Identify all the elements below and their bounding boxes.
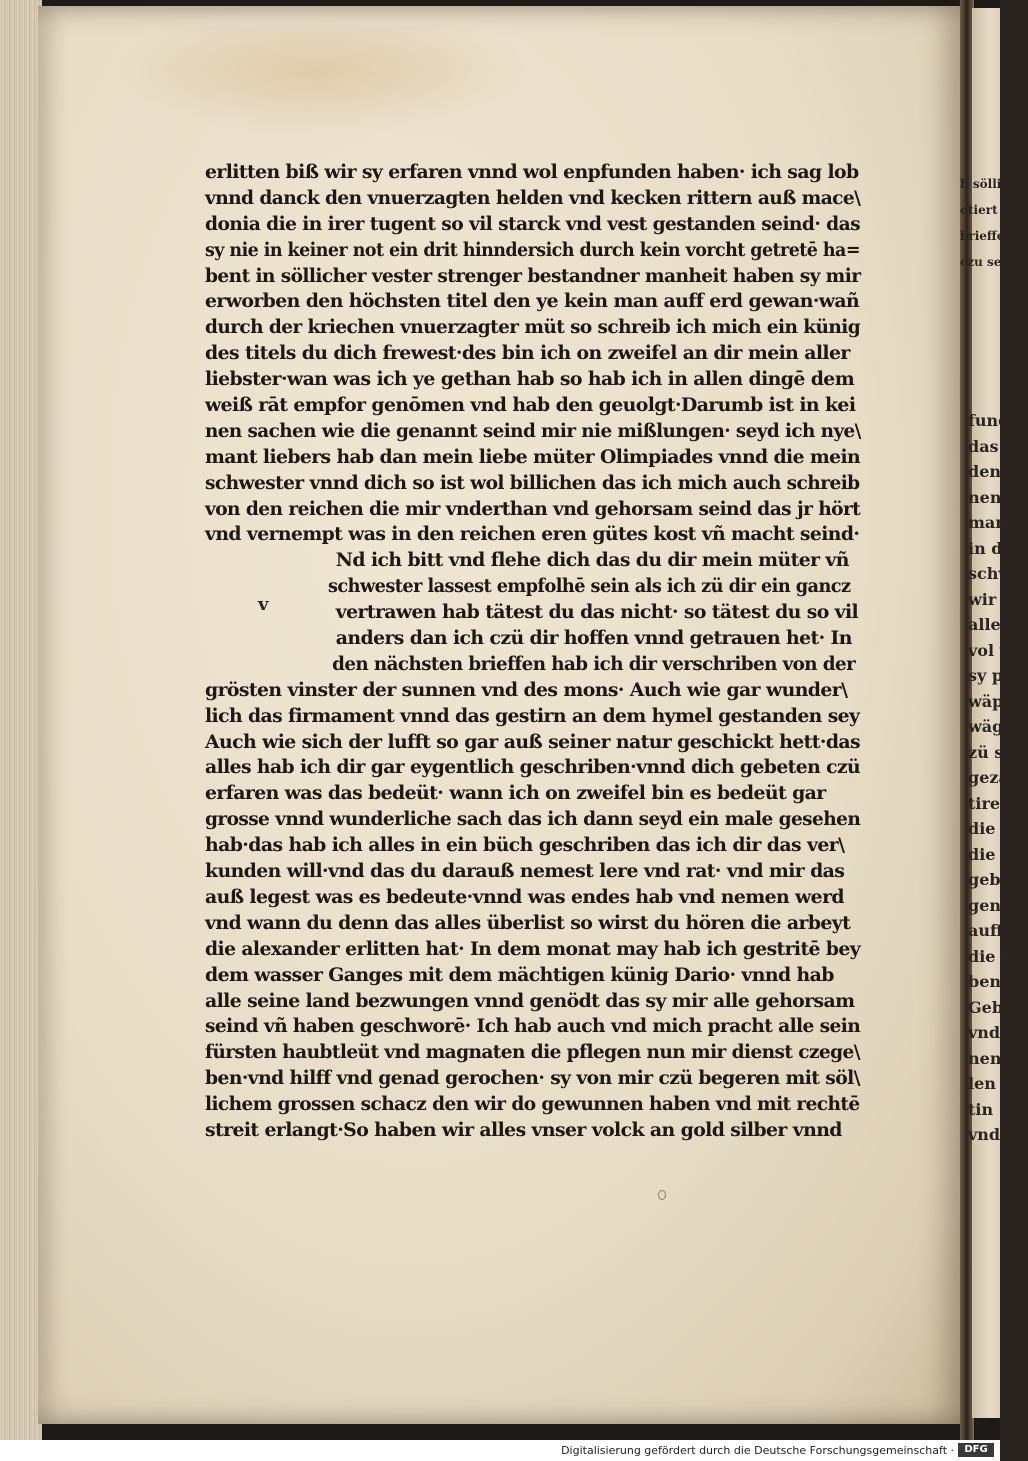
right-page-fragment: vol w [968,640,1014,660]
right-page-fragment: vnd [968,1023,1001,1042]
right-page-fragment: otiert [960,203,998,217]
right-page-fragment: zü st [968,742,1011,762]
text-line: vnnd danck den vnuerzagten helden vnd kecken rittern auß mace\ [205,186,861,209]
text-line: lich das firmament vnnd das gestirn an dem hymel gestanden sey [205,704,860,727]
text-line: schwester lassest empfolhē sein als ich zü dir ein gancz [328,575,851,598]
main-text-block [205,160,865,1144]
text-line: bent in söllicher vester strenger bestandner manheit haben sy mir [205,264,861,287]
right-page-fragment: mant [968,513,1015,532]
right-page-fragment: brieffen [960,229,1014,243]
text-line: kunden will·vnd das du darauß nemest lere vnd rat· vnd mir das [205,860,845,883]
text-line: mant liebers hab dan mein liebe müter Olimpiades vnnd die mein [205,445,861,468]
text-line: schwester vnnd dich so ist wol billichen das ich mich auch schreib [205,471,860,494]
text-line: durch der kriechen vnuerzagter müt so schreib ich mich ein künig [205,316,861,339]
text-line: nen sachen wie die genannt seind mir nie mißlungen· seyd ich nye\ [205,419,861,442]
right-page-edge [960,8,1027,1418]
right-page-fragment: nen so [968,487,1027,507]
text-line: sy nie in keiner not ein drit hinndersich durch kein vorcht getretē ha= [205,238,860,261]
right-page-fragment: gebe [968,870,1011,889]
text-line: erworben den höchsten titel den ye kein man auff erd gewan·wañ [205,290,860,313]
text-line: alles hab ich dir gar eygentlich geschriben·vnnd dich gebeten czü [205,756,861,779]
right-page-fragment: gen [968,895,1001,915]
text-line: streit erlangt·So haben wir alles vnser volck an gold silber vnnd [205,1118,842,1141]
right-page-fragment: aller [968,615,1010,634]
text-line: grösten vinster der sunnen vnd des mons· Auch wie gar wunder\ [205,678,848,701]
text-line: die alexander erlitten hat· In dem monat may hab ich gestritē bey [205,937,861,960]
footer-bar [0,1440,1000,1461]
right-page-fragment: nen [968,1048,1002,1068]
right-page-fragment: czu sey [960,255,1009,269]
right-page-fragment: tiren [968,793,1012,813]
text-line: Nd ich bitt vnd flehe dich das du dir mein müter vñ [335,549,849,572]
right-page-fragment: ben n [968,972,1019,991]
right-page-fragment: schwe [968,564,1023,583]
text-line: fürsten haubtleüt vnd magnaten die pflegen nun mir dienst czege\ [205,1041,860,1064]
marginal-letter: v [258,594,269,615]
water-stain [108,26,528,136]
text-line: vnd wann du denn das alles überlist so wirst du hören die arbeyt [205,911,851,934]
right-page-fragment: h söllic [960,177,1009,191]
right-page-fragment: sy po [968,666,1014,685]
right-page-fragment: vnd [968,1125,1001,1144]
right-page-fragment: die h [968,946,1013,966]
right-page-fragment: wäpp [968,691,1015,711]
text-line: erfaren was das bedeüt· wann ich on zweifel bin es bedeüt gar [205,782,826,805]
text-line: Auch wie sich der lufft so gar auß seiner natur geschickt hett·das [205,730,861,753]
text-line: dem wasser Ganges mit dem mächtigen künig Dario· vnnd hab [205,963,834,986]
right-page-fragment: len [968,1074,996,1093]
right-page-fragment: das n [968,436,1016,456]
right-page-fragment: auff [968,921,1004,940]
text-line: des titels du dich frewest·des bin ich on zweifel an dir mein aller [205,342,850,365]
text-line: vertrawen hab tätest du das nicht· so tätest du so vil [335,601,859,624]
right-page-fragment: Geb [968,997,1004,1017]
right-page-fragment: wir e [968,589,1013,609]
right-page-fragment: in den [968,538,1025,558]
right-page-fragment: funde [968,411,1020,430]
page-edges [0,0,42,1440]
text-line: alle seine land bezwungen vnnd genödt das sy mir alle gehorsam [205,989,855,1012]
right-page-fragment: die v [968,819,1011,838]
text-line: anders dan ich czü dir hoffen vnnd getrauen het· In [335,627,852,650]
text-line: seind vñ haben geschworē· Ich hab auch vnd mich pracht alle sein [205,1015,861,1038]
footer-credit: Digitalisierung gefördert durch die Deutsche Forschungsgemeinschaft · [561,1444,954,1457]
dfg-logo[interactable]: DFG [958,1443,994,1457]
text-line: lichem grossen schacz den wir do gewunnen haben vnd mit rechtē [205,1093,860,1116]
text-line: auß legest was es bedeute·vnnd was endes hab vnd nemen werd [205,885,844,908]
right-page-fragment: tin [968,1099,994,1119]
text-line: liebster·wan was ich ye gethan hab so hab ich in allen dingē dem [205,368,855,391]
text-line: von den reichen die mir vnderthan vnd gehorsam seind das jr hört [205,497,861,520]
text-line: weiß rāt empfor genōmen vnd hab den geuolgt·Darumb ist in kei [205,394,856,417]
right-page-fragment: gezä [968,768,1009,787]
text-line: donia die in irer tugent so vil starck vnd vest gestanden seind· das [205,212,860,235]
text-line: erlitten biß wir sy erfaren vnnd wol enpfunden haben· ich sag lob [205,161,859,183]
text-line: den nächsten brieffen hab ich dir verschriben von der [332,652,856,675]
right-page-fragment: wäg [968,717,1004,736]
paper-mark [658,1190,666,1200]
right-page-fragment: den se [968,462,1026,481]
text-line: hab·das hab ich alles in ein büch geschriben das ich dir das ver\ [205,834,845,857]
text-line: ben·vnd hilff vnd genad gerochen· sy von mir czü begeren mit söl\ [205,1067,860,1090]
right-page-fragment: die se [968,844,1021,864]
text-line: vnd vernempt was in den reichen eren gütes kost vñ macht seind· [205,523,860,546]
text-line: grosse vnnd wunderliche sach das ich dann seyd ein male gesehen [205,808,861,831]
